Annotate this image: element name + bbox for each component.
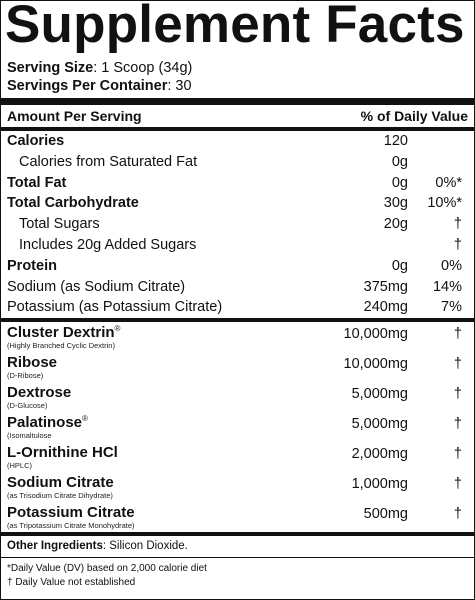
nutrient-row <box>7 173 468 194</box>
serving-size: Serving Size: 1 Scoop (34g) <box>7 60 193 76</box>
nutrient-amount: 240mg <box>363 299 408 316</box>
ingredient-amount: 10,000mg <box>343 326 408 343</box>
ingredient-daily-value: † <box>453 356 462 373</box>
ingredient-row <box>7 352 468 382</box>
ingredient-name: Potassium Citrate <box>7 504 135 522</box>
nutrient-label: Protein <box>7 257 57 274</box>
ingredient-amount: 500mg <box>363 506 408 523</box>
other-ingredients: Other Ingredients: Silicon Dioxide. <box>7 540 188 553</box>
daily-value-label: % of Daily Value <box>360 108 468 124</box>
nutrient-label: Includes 20g Added Sugars <box>19 236 197 253</box>
nutrient-daily-value: † <box>453 216 462 233</box>
nutrient-daily-value: 7% <box>441 299 462 316</box>
footnotes <box>7 558 468 590</box>
nutrient-list <box>7 131 468 318</box>
footnote-dv: *Daily Value (DV) based on 2,000 calorie diet <box>7 563 207 575</box>
ingredient-description: (as Trisodium Citrate Dihydrate) <box>7 491 113 501</box>
ingredient-name: Cluster Dextrin® <box>7 324 121 342</box>
ingredient-amount: 5,000mg <box>351 386 408 403</box>
amount-per-serving-label: Amount Per Serving <box>7 108 142 124</box>
ingredient-name: L-Ornithine HCl <box>7 444 118 462</box>
ingredient-row <box>7 502 468 532</box>
registered-mark: ® <box>82 414 88 424</box>
nutrient-label: Total Fat <box>7 174 67 191</box>
ingredient-description: (HPLC) <box>7 461 33 471</box>
ingredient-list <box>7 322 468 532</box>
nutrient-daily-value: † <box>453 236 462 253</box>
panel-title: Supplement Facts <box>5 0 465 54</box>
nutrient-row <box>7 152 468 173</box>
ingredient-daily-value: † <box>453 476 462 493</box>
servings-per-container: Servings Per Container: 30 <box>7 78 192 94</box>
nutrient-daily-value: 14% <box>432 278 462 295</box>
nutrient-amount: 120 <box>383 133 408 149</box>
ingredient-amount: 1,000mg <box>351 476 408 493</box>
nutrient-row <box>7 131 468 152</box>
nutrient-label: Potassium (as Potassium Citrate) <box>7 299 223 316</box>
ingredient-name: Dextrose <box>7 384 72 402</box>
ingredient-amount: 10,000mg <box>343 356 408 373</box>
ingredient-row <box>7 322 468 352</box>
nutrient-amount: 0g <box>391 257 408 274</box>
nutrient-row <box>7 235 468 256</box>
ingredient-description: (D-Ribose) <box>7 371 44 381</box>
nutrient-daily-value: 0%* <box>435 174 462 191</box>
ingredient-description: (Isomaltulose <box>7 431 52 441</box>
ingredient-name: Ribose <box>7 354 58 372</box>
ingredient-row <box>7 472 468 502</box>
nutrient-amount: 0g <box>391 174 408 191</box>
ingredient-amount: 5,000mg <box>351 416 408 433</box>
ingredient-daily-value: † <box>453 416 462 433</box>
nutrient-label: Total Carbohydrate <box>7 195 139 212</box>
ingredient-name: Palatinose® <box>7 414 88 432</box>
divider-thick <box>1 98 474 105</box>
ingredient-row <box>7 382 468 412</box>
nutrient-amount: 0g <box>391 153 408 170</box>
ingredient-description: (as Tripotassium Citrate Monohydrate) <box>7 521 135 531</box>
nutrient-row <box>7 193 468 214</box>
nutrient-amount: 20g <box>383 216 408 233</box>
ingredient-row <box>7 412 468 442</box>
ingredient-description: (D-Glucose) <box>7 401 48 411</box>
nutrient-row <box>7 214 468 235</box>
column-header <box>7 105 468 127</box>
ingredient-amount: 2,000mg <box>351 446 408 463</box>
ingredient-daily-value: † <box>453 506 462 523</box>
ingredient-daily-value: † <box>453 386 462 403</box>
nutrient-amount: 30g <box>383 195 408 212</box>
nutrient-label: Total Sugars <box>19 216 100 233</box>
nutrient-label: Calories from Saturated Fat <box>19 153 198 170</box>
ingredient-daily-value: † <box>453 326 462 343</box>
nutrient-label: Calories <box>7 133 65 149</box>
nutrient-row <box>7 277 468 298</box>
ingredient-description: (Highly Branched Cyclic Dextrin) <box>7 341 115 351</box>
nutrient-row <box>7 297 468 318</box>
nutrient-daily-value: 10%* <box>427 195 462 212</box>
ingredient-row <box>7 442 468 472</box>
footnote-dagger: † Daily Value not established <box>7 577 136 589</box>
registered-mark: ® <box>114 324 121 334</box>
nutrient-amount: 375mg <box>363 278 408 295</box>
nutrient-row <box>7 256 468 277</box>
nutrient-daily-value: 0% <box>441 257 462 274</box>
nutrient-label: Sodium (as Sodium Citrate) <box>7 278 186 295</box>
ingredient-name: Sodium Citrate <box>7 474 114 492</box>
ingredient-daily-value: † <box>453 446 462 463</box>
